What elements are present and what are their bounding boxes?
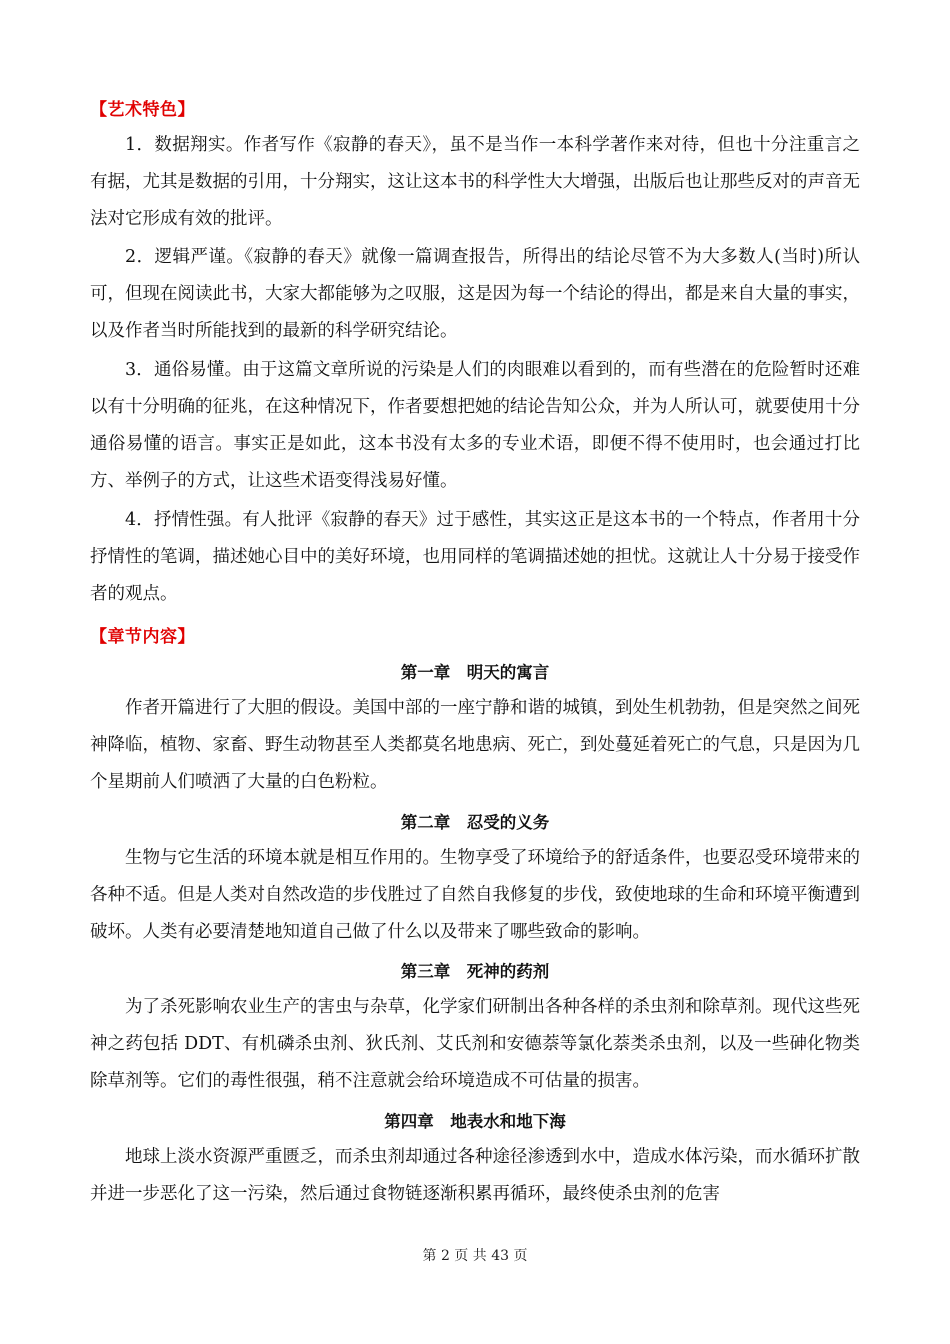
chapter-3-title: 第三章 死神的药剂 xyxy=(400,962,550,981)
art-paragraph-1: 1．数据翔实。作者写作《寂静的春天》，虽不是当作一本科学著作来对待，但也十分注重言之有据，尤其是数据的引用，十分翔实，这让这本书的科学性大大增强，出版后也让那些反对的声音无法对它形成有效的批评。 xyxy=(90,135,860,229)
chapter-2-text: 生物与它生活的环境本就是相互作用的。生物享受了环境给予的舒适条件，也要忍受环境带来的各种不适。但是人类对自然改造的步伐胜过了自然自我修复的步伐，致使地球的生命和环境平衡遭到破坏。人类有必要清楚地知道自己做了什么以及带来了哪些致命的影响。 xyxy=(90,848,860,942)
chapter-1-text: 作者开篇进行了大胆的假设。美国中部的一座宁静和谐的城镇，到处生机勃勃，但是突然之间死神降临，植物、家畜、野生动物甚至人类都莫名地患病、死亡，到处蔓延着死亡的气息，只是因为几个星期前人们喷洒了大量的白色粉粒。 xyxy=(90,698,860,792)
section-heading-art: 【艺术特色】 xyxy=(90,100,195,120)
chapter-4-title: 第四章 地表水和地下海 xyxy=(384,1112,566,1131)
page-footer: 第 2 页 共 43 页 xyxy=(422,1248,528,1264)
art-paragraph-4: 4．抒情性强。有人批评《寂静的春天》过于感性，其实这正是这本书的一个特点，作者用十分抒情性的笔调，描述她心目中的美好环境，也用同样的笔调描述她的担忧。这就让人十分易于接受作者的观点。 xyxy=(90,510,860,604)
chapter-2-title: 第二章 忍受的义务 xyxy=(400,813,550,832)
chapter-3-text: 为了杀死影响农业生产的害虫与杂草，化学家们研制出各种各样的杀虫剂和除草剂。现代这些死神之药包括 DDT、有机磷杀虫剂、狄氏剂、艾氏剂和安德萘等氯化萘类杀虫剂，以及一些砷化物类除草剂等。它们的毒性很强，稍不注意就会给环境造成不可估量的损害。 xyxy=(90,997,860,1091)
section-heading-chapters: 【章节内容】 xyxy=(90,627,195,647)
chapter-4-text: 地球上淡水资源严重匮乏，而杀虫剂却通过各种途径渗透到水中，造成水体污染，而水循环扩散并进一步恶化了这一污染，然后通过食物链逐渐积累再循环，最终使杀虫剂的危害 xyxy=(90,1147,860,1204)
chapter-1-title: 第一章 明天的寓言 xyxy=(400,663,550,682)
art-paragraph-3: 3．通俗易懂。由于这篇文章所说的污染是人们的肉眼难以看到的，而有些潜在的危险暂时还难以有十分明确的征兆，在这种情况下，作者要想把她的结论告知公众，并为人所认可，就要使用十分通俗易懂的语言。事实正是如此，这本书没有太多的专业术语，即便不得不使用时，也会通过打比方、举例子的方式，让这些术语变得浅易好懂。 xyxy=(90,360,860,491)
art-paragraph-2: 2．逻辑严谨。《寂静的春天》就像一篇调查报告，所得出的结论尽管不为大多数人(当时)所认可，但现在阅读此书，大家大都能够为之叹服，这是因为每一个结论的得出，都是来自大量的事实，以及作者当时所能找到的最新的科学研究结论。 xyxy=(90,247,860,341)
